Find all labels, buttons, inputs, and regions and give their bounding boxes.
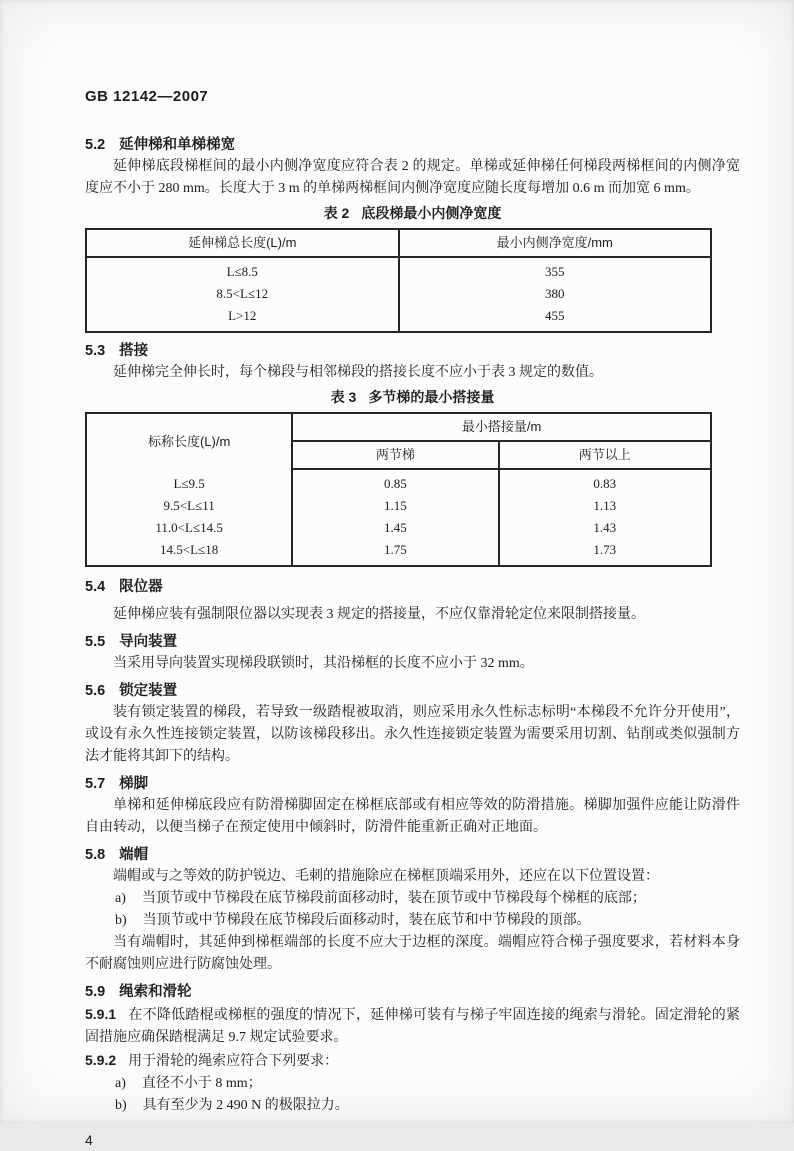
paragraph-5-7: 单梯和延伸梯底段应有防滑梯脚固定在梯框底部或有相应等效的防滑措施。梯脚加强件应能让防滑件自由转动，以便当梯子在预定使用中倾斜时，防滑件能重新正确对正地面。 [85,798,740,835]
table-cell: L>12 [86,305,399,332]
table-3-caption-number: 表 3 [330,389,357,405]
section-heading-5-2 [85,134,740,156]
section-title: 绳索和滑轮 [119,984,192,1000]
table-row [86,495,711,517]
table-3-header-row-1 [86,413,711,441]
table-cell: 1.45 [292,517,498,539]
section-title: 端帽 [119,847,149,863]
table-cell: 11.0<L≤14.5 [86,517,292,539]
section-title: 延伸梯和单梯梯宽 [119,137,236,153]
table-cell: 8.5<L≤12 [86,283,399,305]
paragraph-5-9-2 [85,1049,740,1073]
table-row [86,283,711,305]
table-3-caption [85,386,740,408]
table-2-col-header-width: 最小内侧净宽度/mm [399,229,712,257]
section-number: 5.8 [85,847,106,863]
table-cell: 1.13 [593,498,617,513]
list-item-text: 具有至少为 2 490 N 的极限拉力。 [142,1098,349,1113]
section-number: 5.3 [85,343,106,359]
table-row [86,469,711,495]
table-cell: 380 [545,286,565,301]
table-2-col-header-length: 延伸梯总长度(L)/m [86,229,399,257]
section-heading-5-4 [85,576,740,598]
list-item-text: 当顶节或中节梯段在底节梯段前面移动时，装在顶节或中节梯段每个梯框的底部； [141,891,646,906]
section-heading-5-9 [85,981,740,1003]
clause-number: 5.9.2 [85,1052,117,1068]
section-number: 5.4 [85,579,106,595]
table-2-header-row [86,229,711,257]
list-marker: b) [115,913,127,928]
list-item-text: 直径不小于 8 mm； [141,1076,262,1091]
section-number: 5.7 [85,776,106,792]
table-2-caption-text: 底段梯最小内侧净宽度 [361,205,502,221]
list-item-b [85,1095,740,1117]
table-cell: 355 [545,264,565,279]
table-3-subheader-two-section: 两节梯 [292,441,498,469]
table-row [86,257,711,283]
table-cell: 1.75 [292,539,498,566]
page-number: 4 [85,1132,93,1148]
clause-text: 在不降低踏棍或梯框的强度的情况下，延伸梯可装有与梯子牢固连接的绳索与滑轮。固定滑轮的紧固措施应确保踏棍满足 9.7 规定试验要求。 [85,1008,740,1045]
table-cell: 0.85 [292,469,498,495]
list-marker: b) [115,1098,127,1113]
list-marker: a) [115,891,126,906]
section-heading-5-6 [85,680,740,702]
table-cell: 0.83 [593,476,617,491]
table-3-span-header: 最小搭接量/m [292,413,711,441]
table-cell: 1.43 [593,520,617,535]
list-item-a [85,1073,740,1095]
section-title: 梯脚 [119,776,149,792]
table-2-caption-number: 表 2 [323,205,350,221]
section-title: 导向装置 [119,634,178,650]
table-row [86,539,711,566]
paragraph-5-6: 装有锁定装置的梯段，若导致一级踏棍被取消，则应采用永久性标志标明“本梯段不允许分开使用”，或设有永久性连接锁定装置，以防该梯段移出。永久性连接锁定装置为需要采用切割、钻削或类似强制方法才能将其卸下的结构。 [85,705,740,764]
clause-number: 5.9.1 [85,1006,117,1022]
paragraph-5-4: 延伸梯应装有强制限位器以实现表 3 规定的搭接量，不应仅靠滑轮定位来限制搭接量。 [113,607,645,622]
section-number: 5.6 [85,683,106,699]
paragraph-5-9-1 [85,1003,740,1049]
section-heading-5-3 [85,340,740,362]
table-3-subheader-more-sections: 两节以上 [499,441,712,469]
paragraph-5-8-intro: 端帽或与之等效的防护锐边、毛刺的措施除应在梯框顶端采用外，还应在以下位置设置： [113,869,659,884]
list-item-a [85,888,740,910]
paragraph-5-3: 延伸梯完全伸长时，每个梯段与相邻梯段的搭接长度不应小于表 3 规定的数值。 [113,365,603,380]
section-heading-5-7 [85,773,740,795]
section-number: 5.2 [85,137,106,153]
list-marker: a) [115,1076,126,1091]
table-cell: 9.5<L≤11 [86,495,292,517]
section-number: 5.9 [85,984,106,1000]
section-title: 搭接 [119,343,149,359]
table-row [86,517,711,539]
table-cell: 455 [545,308,565,323]
table-3-caption-text: 多节梯的最小搭接量 [368,389,495,405]
table-cell: 1.15 [292,495,498,517]
section-heading-5-8 [85,844,740,866]
table-2-caption [85,202,740,224]
table-cell: L≤9.5 [86,469,292,495]
paragraph-5-2: 延伸梯底段梯框间的最小内侧净宽度应符合表 2 的规定。单梯或延伸梯任何梯段两梯框间的内侧净宽度应不小于 280 mm。长度大于 3 m 的单梯两梯框间内侧净宽度应随长度每增加 0.6 m 而加宽 6 mm。 [85,159,740,196]
section-title: 限位器 [119,579,163,595]
paragraph-5-8-end: 当有端帽时，其延伸到梯框端部的长度不应大于边框的深度。端帽应符合梯子强度要求，若材料本身不耐腐蚀则应进行防腐蚀处理。 [85,935,740,972]
list-item-text: 当顶节或中节梯段在底节梯段后面移动时，装在底节和中节梯段的顶部。 [142,913,591,928]
table-row [86,305,711,332]
list-item-b [85,910,740,932]
section-number: 5.5 [85,634,106,650]
table-cell: L≤8.5 [86,257,399,283]
clause-text: 用于滑轮的绳索应符合下列要求： [128,1054,339,1069]
table-cell: 1.73 [593,542,617,557]
section-title: 锁定装置 [119,683,178,699]
section-heading-5-5 [85,631,740,653]
table-2-min-inner-width [85,228,712,333]
table-cell: 14.5<L≤18 [86,539,292,566]
standard-number: GB 12142—2007 [85,88,209,105]
table-3-col-header-length: 标称长度(L)/m [86,413,292,469]
paragraph-5-5: 当采用导向装置实现梯段联锁时，其沿梯框的长度不应小于 32 mm。 [113,656,534,671]
table-3-min-overlap [85,412,712,567]
